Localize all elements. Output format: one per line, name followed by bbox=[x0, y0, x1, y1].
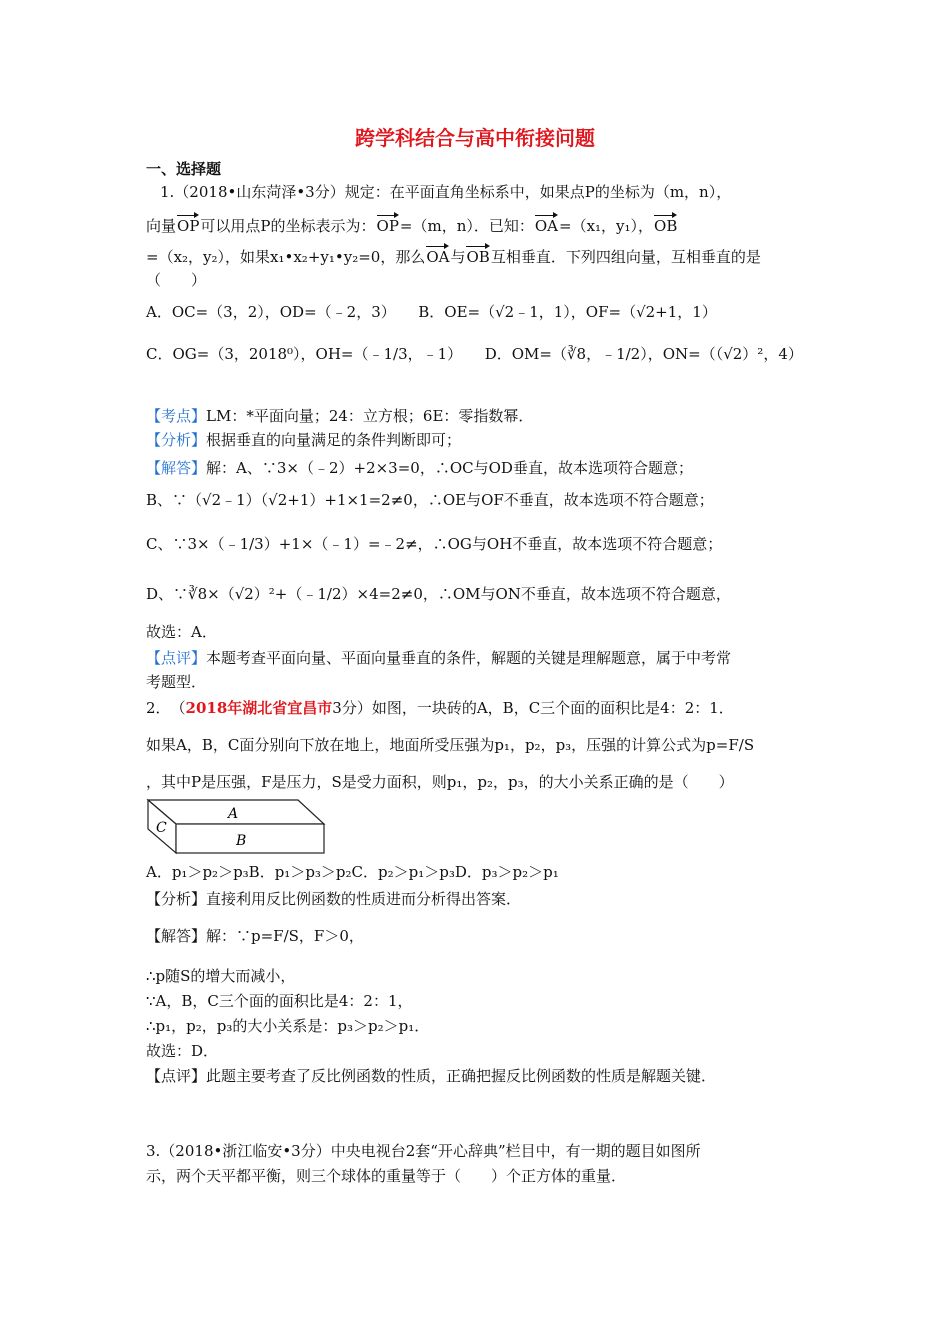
brick-label-b: B bbox=[236, 833, 247, 849]
option-a: A．OC=（3，2），OD=（﹣2，3） bbox=[146, 303, 389, 321]
section-heading: 一、选择题 bbox=[146, 160, 222, 178]
q1-text: =（x₂，y₂），如果x₁•x₂+y₁•y₂=0，那么 bbox=[146, 248, 426, 266]
q2-step-3: ∴p₁，p₂，p₃的大小关系是：p₃＞p₂＞p₁． bbox=[146, 1017, 430, 1035]
jieda-tag: 【解答】 bbox=[146, 459, 207, 477]
vector-op: OP bbox=[377, 212, 399, 236]
q1-option-c-d bbox=[146, 344, 816, 364]
brick-label-c: C bbox=[156, 820, 167, 836]
q1-line-2 bbox=[146, 212, 816, 236]
brick-figure bbox=[146, 798, 326, 858]
q3-line-1: 3.（2018•浙江临安•3分）中央电视台2套“开心辞典”栏目中，有一期的题目如图所 bbox=[146, 1142, 701, 1160]
q1-solution-c: C、∵3×（﹣1/3）+1×（﹣1）=﹣2≠，∴OG与OH不垂直，故本选项不符合题意； bbox=[146, 535, 723, 553]
vector-oa: OA bbox=[426, 243, 449, 267]
q1-solution-d: D、∵∛8×（√2）²+（﹣1/2）×4=2≠0，∴OM与ON不垂直，故本选项不符合题意， bbox=[146, 585, 731, 603]
vector-oa: OA bbox=[535, 212, 558, 236]
q2-step-2: ∵A，B，C三个面的面积比是4：2：1， bbox=[146, 992, 413, 1010]
q1-jieda bbox=[146, 458, 816, 478]
vector-op: OP bbox=[177, 212, 199, 236]
q1-line-1: 1.（2018•山东菏泽•3分）规定：在平面直角坐标系中，如果点P的坐标为（m，n）， bbox=[160, 183, 732, 201]
q1-option-a-b bbox=[146, 302, 816, 322]
kaodian-text: LM：*平面向量；24：立方根；6E：零指数幂． bbox=[206, 407, 534, 425]
q1-text: =（x₁，y₁）， bbox=[559, 217, 654, 235]
q1-text: 向量 bbox=[146, 217, 177, 235]
q1-answer: 故选：A． bbox=[146, 623, 217, 641]
kaodian-tag: 【考点】 bbox=[146, 407, 207, 425]
q1-kaodian bbox=[146, 406, 816, 426]
q1-text: 互相垂直．下列四组向量，互相垂直的是 bbox=[490, 248, 761, 266]
q2-text: 3分）如图，一块砖的A，B，C三个面的面积比是4：2：1． bbox=[332, 699, 734, 717]
dianping-text: 本题考查平面向量、平面向量垂直的条件，解题的关键是理解题意，属于中考常 bbox=[206, 649, 732, 667]
q1-solution-b: B、∵（√2﹣1）（√2+1）+1×1=2≠0，∴OE与OF不垂直，故本选项不符合题意； bbox=[146, 491, 714, 509]
q1-text: 可以用点P的坐标表示为： bbox=[200, 217, 376, 235]
q1-fenxi bbox=[146, 430, 816, 450]
q1-line-3 bbox=[146, 243, 816, 267]
q2-fenxi: 【分析】直接利用反比例函数的性质进而分析得出答案． bbox=[146, 890, 522, 908]
page-title: 跨学科结合与高中衔接问题 bbox=[355, 126, 595, 150]
q1-dianping-2: 考题型． bbox=[146, 673, 207, 691]
q2-answer: 故选：D． bbox=[146, 1042, 219, 1060]
q1-text: =（m，n）．已知： bbox=[399, 217, 534, 235]
option-d: D．OM=（∛8，﹣1/2），ON=（（√2）²，4） bbox=[484, 345, 803, 363]
jieda-text: 解：A、∵3×（﹣2）+2×3=0，∴OC与OD垂直，故本选项符合题意； bbox=[206, 459, 693, 477]
brick-label-a: A bbox=[228, 806, 239, 822]
q2-number: 2． （ bbox=[146, 699, 186, 717]
vector-ob: OB bbox=[654, 212, 677, 236]
option-c: C．OG=（3，2018⁰），OH=（﹣1/3，﹣1） bbox=[146, 345, 455, 363]
q2-line-2: 如果A，B，C面分别向下放在地上，地面所受压强为p₁，p₂，p₃，压强的计算公式为p=F/S bbox=[146, 736, 755, 754]
q2-options: A．p₁＞p₂＞p₃B．p₁＞p₃＞p₂C．p₂＞p₁＞p₃D．p₃＞p₂＞p₁ bbox=[146, 863, 559, 881]
brick-face-b bbox=[176, 824, 324, 853]
fenxi-tag: 【分析】 bbox=[146, 431, 207, 449]
option-b: B．OE=（√2﹣1，1），OF=（√2+1，1） bbox=[418, 303, 717, 321]
q2-source: 2018年湖北省宜昌市 bbox=[185, 699, 333, 717]
q2-dianping: 【点评】此题主要考查了反比例函数的性质，正确把握反比例函数的性质是解题关键． bbox=[146, 1067, 717, 1085]
q3-line-2: 示，两个天平都平衡，则三个球体的重量等于（ ）个正方体的重量． bbox=[146, 1167, 627, 1185]
q2-line-1 bbox=[146, 698, 816, 718]
q1-dianping bbox=[146, 648, 816, 668]
q1-line-4: （ ） bbox=[146, 271, 207, 289]
q1-text: 与 bbox=[450, 248, 466, 266]
vector-ob: OB bbox=[466, 243, 489, 267]
dianping-tag: 【点评】 bbox=[146, 649, 207, 667]
q2-line-3: ，其中P是压强，F是压力，S是受力面积，则p₁，p₂，p₃，的大小关系正确的是（ ） bbox=[146, 773, 734, 791]
fenxi-text: 根据垂直的向量满足的条件判断即可； bbox=[206, 431, 462, 449]
q2-step-1: ∴p随S的增大而减小， bbox=[146, 967, 296, 985]
q2-jieda: 【解答】解：∵p=F/S，F＞0， bbox=[146, 927, 364, 945]
